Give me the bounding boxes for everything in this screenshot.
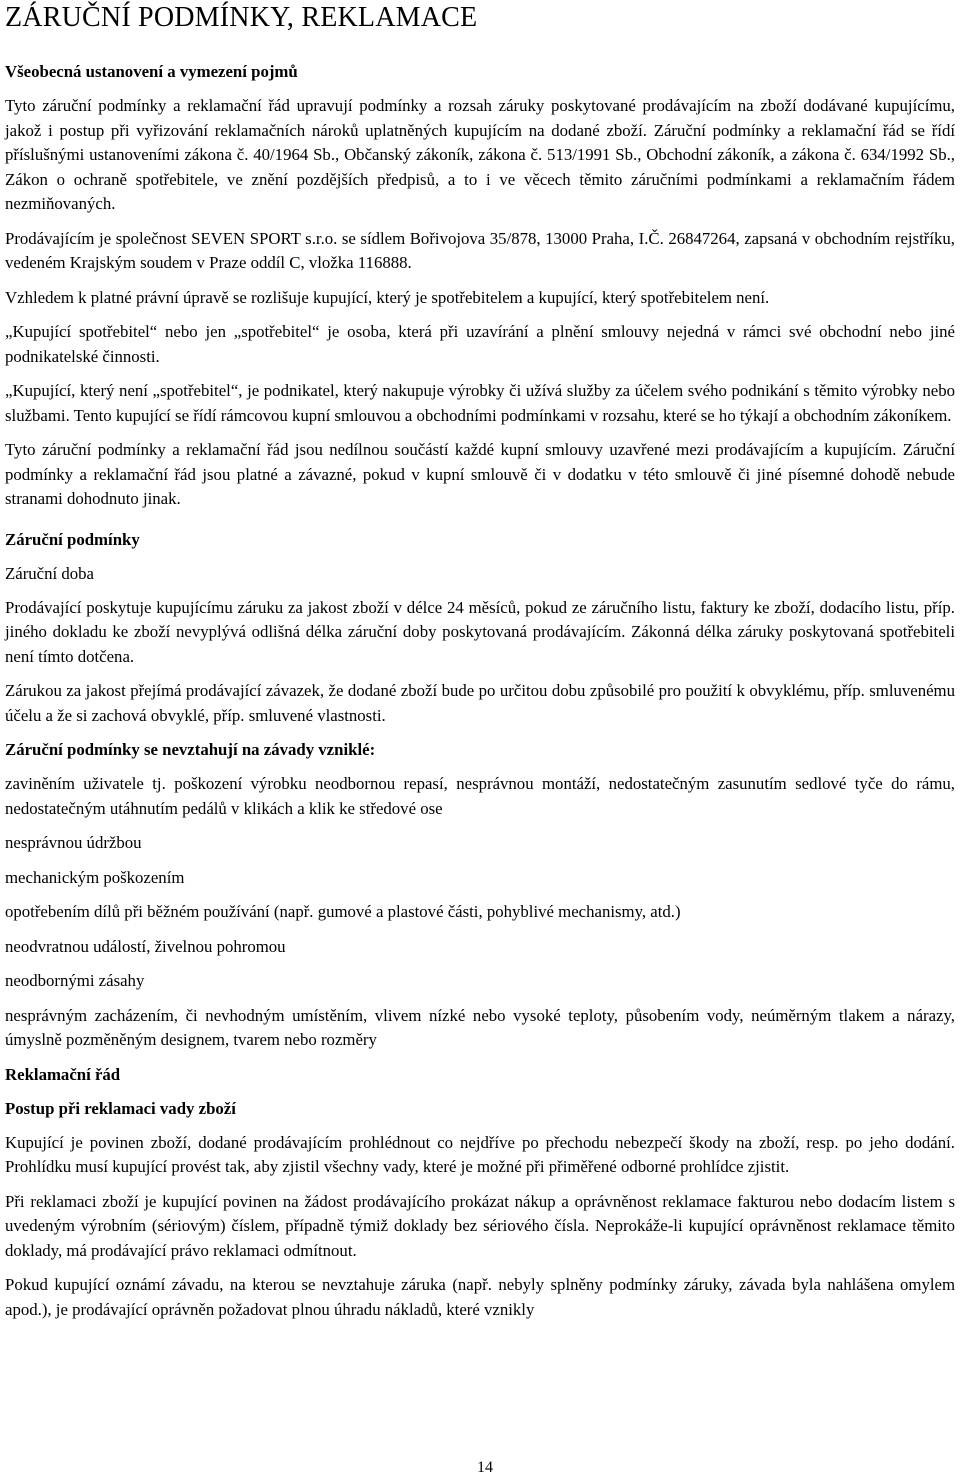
paragraph: Pokud kupující oznámí závadu, na kterou se nevztahuje záruka (např. nebyly splněny podmínky záruky, závada byla nahlášena omylem apod.), je prodávající oprávněn požadovat plnou úhradu nákladů, které vznikly <box>5 1275 955 1319</box>
section-heading-complaints: Reklamační řád <box>5 1064 121 1084</box>
exclusion-item: nesprávnou údržbou <box>5 833 142 852</box>
exclusion-item: mechanickým poškozením <box>5 867 185 887</box>
paragraph: Zárukou za jakost přejímá prodávající závazek, že dodané zboží bude po určitou dobu způsobilé pro použití k obvyklému, příp. smluvenému účelu a že si zachová obvyklé, příp. smluvené vlastnosti. <box>5 681 955 725</box>
paragraph: Při reklamaci zboží je kupující povinen na žádost prodávajícího prokázat nákup a oprávněnost reklamace fakturou nebo dodacím listem s uvedeným výrobním (sériovým) číslem, případně týmiž doklady bez sériového čísla. Neprokáže-li kupující oprávněnost reklamace těmito doklady, má prodávající právo reklamaci odmítnout. <box>5 1191 955 1260</box>
section-heading-warranty: Záruční podmínky <box>5 529 140 549</box>
exclusion-item: neodbornými zásahy <box>5 971 145 990</box>
subheading-complaint-procedure: Postup při reklamaci vady zboží <box>5 1098 236 1118</box>
paragraph: „Kupující spotřebitel“ nebo jen „spotřebitel“ je osoba, která při uzavírání a plnění smlouvy nejedná v rámci své obchodní nebo jiné podnikatelské činnosti. <box>5 322 955 366</box>
section-heading-exclusions: Záruční podmínky se nevztahují na závady vzniklé: <box>5 740 376 759</box>
paragraph: „Kupující, který není „spotřebitel“, je podnikatel, který nakupuje výrobky či užívá služby za účelem svého podnikání s těmito výrobky nebo službami. Tento kupující se řídí rámcovou kupní smlouvou a obchodními podmínkami v rozsahu, které se ho týkají a obchodním zákoníkem. <box>5 381 955 425</box>
paragraph: Tyto záruční podmínky a reklamační řád upravují podmínky a rozsah záruky poskytované prodávajícím na zboží dodávané kupujícímu, jakož i postup při vyřizování reklamačních nároků uplatněných kupujícím na dodané zboží. Záruční podmínky a reklamační řád se řídí příslušnými ustanoveními zákona č. 40/1964 Sb., Občanský zákoník, zákona č. 513/1991 Sb., Obchodní zákoník, a zákona č. 634/1992 Sb., Zákon o ochraně spotřebitele, ve znění pozdějších předpisů, a to i ve věcech těmito záručními podmínkami a reklamačním řádem nezmiňovaných. <box>5 96 955 213</box>
paragraph: Vzhledem k platné právní úpravě se rozlišuje kupující, který je spotřebitelem a kupující, který spotřebitelem není. <box>5 287 770 307</box>
section-heading-general: Všeobecná ustanovení a vymezení pojmů <box>5 62 298 81</box>
page-number: 14 <box>477 1459 493 1476</box>
exclusion-item: neodvratnou událostí, živelnou pohromou <box>5 936 286 956</box>
exclusion-item: opotřebením dílů při běžném používání (např. gumové a plastové části, pohyblivé mechanismy, atd.) <box>5 902 681 921</box>
paragraph: Tyto záruční podmínky a reklamační řád jsou nedílnou součástí každé kupní smlouvy uzavřené mezi prodávajícím a kupujícím. Záruční podmínky a reklamační řád jsou platné a závazné, pokud v kupní smlouvě či v dodatku v této smlouvě či jiné písemné dohodě nebude stranami dohodnuto jinak. <box>5 440 955 508</box>
document-body <box>5 60 955 1332</box>
paragraph: Kupující je povinen zboží, dodané prodávajícím prohlédnout co nejdříve po přechodu nebezpečí škody na zboží, resp. po jeho dodání. Prohlídku musí kupující provést tak, aby zjistil všechny vady, které je možné při přiměřené odborné prohlídce zjistit. <box>5 1132 955 1176</box>
exclusion-item: nesprávným zacházením, či nevhodným umístěním, vlivem nízké nebo vysoké teploty, působením vody, neúměrným tlakem a nárazy, úmyslně pozměněným designem, tvarem nebo rozměry <box>5 1005 955 1049</box>
paragraph: Prodávajícím je společnost SEVEN SPORT s.r.o. se sídlem Bořivojova 35/878, 13000 Praha, I.Č. 26847264, zapsaná v obchodním rejstříku, vedeném Krajským soudem v Praze oddíl C, vložka 116888. <box>5 228 955 272</box>
subheading-warranty-period: Záruční doba <box>5 563 94 583</box>
document-title: ZÁRUČNÍ PODMÍNKY, REKLAMACE <box>5 2 478 33</box>
exclusion-item: zaviněním uživatele tj. poškození výrobku neodbornou repasí, nesprávnou montáží, nedostatečným zasunutím sedlové tyče do rámu, nedostatečným utáhnutím pedálů v klikách a klik ke středové ose <box>5 774 955 818</box>
paragraph: Prodávající poskytuje kupujícímu záruku za jakost zboží v délce 24 měsíců, pokud ze záručního listu, faktury ke zboží, dodacího listu, příp. jiného dokladu ke zboží nevyplývá odlišná délka záruční doby poskytovaná prodávajícím. Zákonná délka záruky poskytovaná spotřebiteli není tímto dotčena. <box>5 597 955 666</box>
